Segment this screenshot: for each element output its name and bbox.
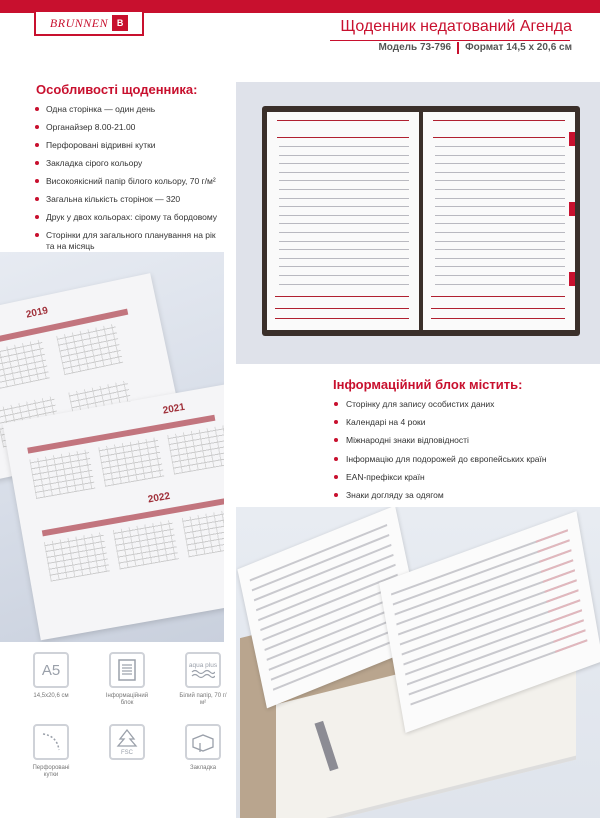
calendar-page-front [3, 384, 224, 641]
icon-cell-paper [178, 652, 228, 707]
diary-ruled-line [279, 163, 409, 164]
diary-edge-tab [569, 132, 575, 146]
aqua-plus-label: aqua plus [188, 661, 218, 669]
diary-red-line [431, 296, 565, 297]
diary-red-line [275, 318, 409, 319]
diary-left-page [267, 112, 419, 330]
diary-page-header [277, 120, 409, 138]
diary-ruled-line [435, 172, 565, 173]
diary-ruled-line [279, 258, 409, 259]
diary-ruled-line [279, 275, 409, 276]
icon-caption: Закладка [189, 765, 217, 771]
diary-ruled-line [279, 155, 409, 156]
info-item: Знаки догляду за одягом [332, 490, 592, 501]
feature-item: Закладка сірого кольору [34, 158, 224, 169]
diary-ruled-line [435, 249, 565, 250]
diary-ruled-line [435, 155, 565, 156]
icon-cell-a5 [26, 652, 76, 700]
features-heading: Особливості щоденника: [36, 82, 198, 97]
icon-caption: 14,5x20,6 см [33, 693, 69, 699]
diary-ruled-line [279, 189, 409, 190]
calendar-month-grid [29, 449, 95, 499]
icon-caption: Білий папір, 70 г/м² [179, 693, 227, 706]
fsc-icon [109, 724, 145, 760]
diary-red-line [431, 308, 565, 309]
diary-ruled-line [279, 206, 409, 207]
brand-mark-icon: B [112, 15, 128, 31]
diary-ruled-line [435, 163, 565, 164]
calendar-month-grid [44, 532, 110, 582]
info-item: Сторінку для запису особистих даних [332, 399, 592, 410]
diary-edge-tab [569, 202, 575, 216]
calendar-month-grid [167, 425, 224, 475]
calendar-year-label: 2021 [161, 401, 186, 417]
info-block-icon-graphic [116, 658, 138, 682]
icon-cell-bookmark [178, 724, 228, 772]
calendar-year-label: 2022 [147, 490, 171, 506]
brand-logo [34, 12, 144, 36]
fsc-tree-icon [114, 728, 140, 756]
calendar-month-grid [98, 437, 164, 487]
calendar-month-grid [113, 520, 179, 570]
diary-ruled-line [279, 215, 409, 216]
perforated-corners-icon [33, 724, 69, 760]
diary-red-line [275, 296, 409, 297]
diary-ruled-line [279, 241, 409, 242]
diary-ruled-line [279, 223, 409, 224]
calendar-year-label: 2019 [25, 305, 50, 321]
info-pages-photo [236, 507, 600, 818]
diary-red-line [275, 308, 409, 309]
diary-ruled-line [279, 146, 409, 147]
icon-cell-info-block [102, 652, 152, 707]
feature-item: Сторінки для загального планування на рік та на місяць [34, 230, 224, 252]
diary-ruled-line [435, 180, 565, 181]
brand-wordmark: BRUNNEN [49, 15, 109, 30]
diary-ruled-line [435, 189, 565, 190]
feature-item: Високоякісний папір білого кольору, 70 г/м² [34, 176, 224, 187]
diary-ruled-line [279, 172, 409, 173]
diary-ruled-line [435, 275, 565, 276]
format-size: Формат 14,5 x 20,6 см [465, 42, 572, 53]
bookmark-icon [185, 724, 221, 760]
spec-separator [457, 42, 459, 54]
diary-edge-tab [569, 272, 575, 286]
model-number: Модель 73-796 [378, 42, 452, 53]
feature-item: Одна сторінка — один день [34, 104, 224, 115]
calendar-month-grid [56, 324, 123, 376]
product-specs [378, 42, 572, 54]
icon-caption: Перфоровані кутки [32, 765, 70, 778]
calendar-pages-photo [0, 252, 224, 642]
feature-item: Органайзер 8.00-21.00 [34, 122, 224, 133]
diary-ruled-line [435, 241, 565, 242]
diary-ruled-line [435, 266, 565, 267]
features-list [34, 104, 224, 259]
a5-format-icon: A5 [33, 652, 69, 688]
diary-ruled-line [435, 146, 565, 147]
info-item: Міжнародні знаки відповідності [332, 435, 592, 446]
diary-ruled-line [279, 284, 409, 285]
diary-ruled-line [435, 206, 565, 207]
diary-ruled-line [279, 198, 409, 199]
diary-ruled-line [435, 232, 565, 233]
icon-cell-fsc [102, 724, 152, 760]
calendar-month-grid [182, 508, 224, 558]
info-item: Інформацію для подорожей до європейських країн [332, 454, 592, 465]
aqua-plus-paper-icon [185, 652, 221, 688]
open-diary [262, 106, 580, 336]
calendar-month-grid [0, 339, 50, 391]
icon-caption: Інформаційний блок [105, 693, 149, 706]
diary-ruled-line [279, 180, 409, 181]
diary-ruled-line [435, 223, 565, 224]
diary-ruled-line [435, 258, 565, 259]
diary-right-page [423, 112, 575, 330]
info-block-icon [109, 652, 145, 688]
diary-red-line [431, 318, 565, 319]
diary-ruled-line [435, 198, 565, 199]
diary-ruled-line [435, 284, 565, 285]
fsc-label: FSC [121, 750, 133, 756]
water-wave-icon [191, 669, 215, 679]
diary-ruled-line [279, 266, 409, 267]
page-title: Щоденник недатований Агенда [340, 18, 572, 35]
diary-ruled-line [279, 232, 409, 233]
perforated-corner-graphic [39, 730, 63, 754]
feature-item: Перфоровані відривні кутки [34, 140, 224, 151]
info-item: EAN-префікси країн [332, 472, 592, 483]
diary-spread-photo [236, 82, 600, 364]
diary-page-header [433, 120, 565, 138]
info-block-heading: Інформаційний блок містить: [333, 377, 523, 392]
icon-cell-perforated [26, 724, 76, 779]
feature-item: Друк у двох кольорах: сірому та бордовому [34, 212, 224, 223]
info-item: Календарі на 4 роки [332, 417, 592, 428]
title-underline [330, 40, 570, 41]
bookmark-book-graphic [190, 731, 216, 753]
diary-ruled-line [435, 215, 565, 216]
diary-ruled-line [279, 249, 409, 250]
feature-item: Загальна кількість сторінок — 320 [34, 194, 224, 205]
